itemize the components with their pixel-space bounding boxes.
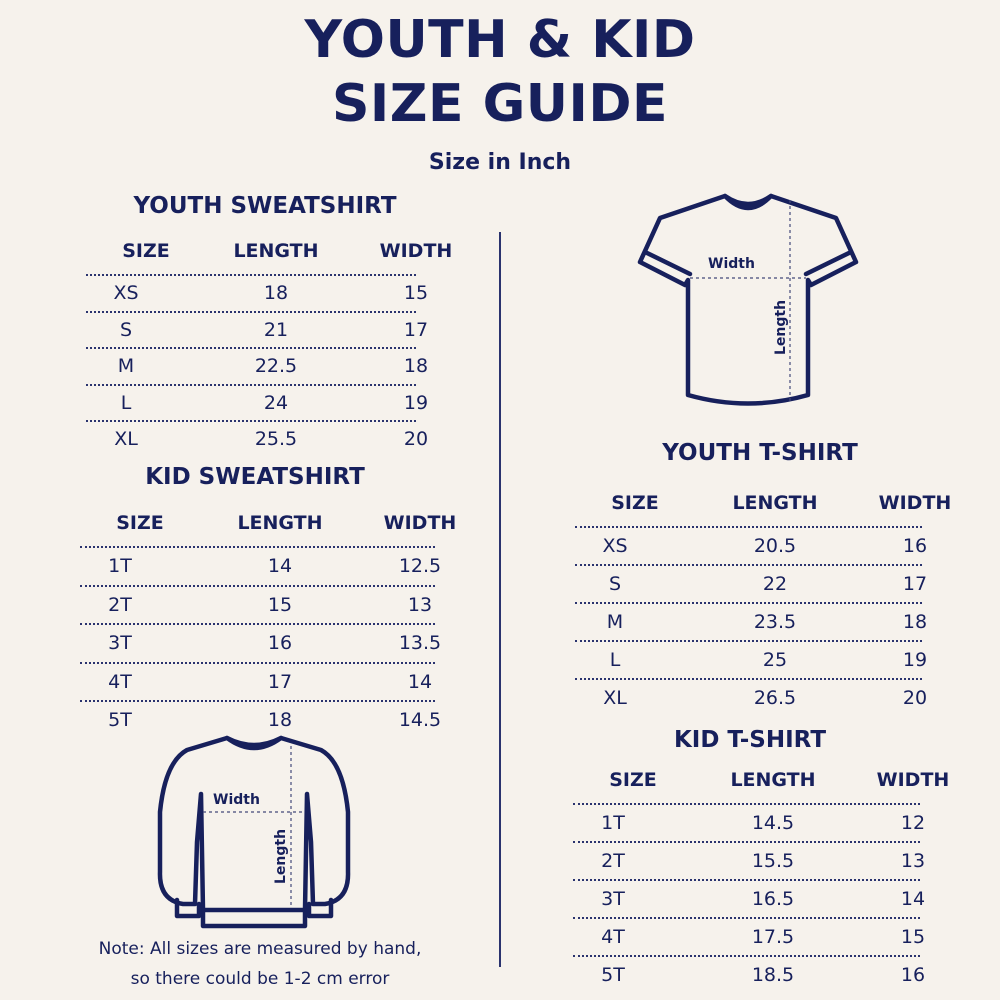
table-header	[575, 488, 952, 518]
cell-width: 15	[403, 282, 429, 305]
header-width: WIDTH	[878, 492, 952, 514]
cell-length: 26.5	[753, 687, 797, 709]
cell-length: 15	[267, 593, 293, 616]
header-length: LENGTH	[237, 512, 323, 534]
sweatshirt-length-label: Length	[273, 828, 289, 884]
cell-length: 18	[267, 709, 293, 732]
table-row	[573, 917, 926, 955]
tshirt-width-label: Width	[708, 256, 755, 272]
table-header	[86, 236, 453, 266]
kid-tshirt-title: KID T-SHIRT	[673, 727, 827, 753]
cell-size: 5T	[601, 964, 625, 986]
cell-width: 16	[900, 964, 926, 986]
table-row	[575, 640, 928, 678]
cell-size: M	[606, 611, 624, 633]
note-line-1: Note: All sizes are measured by hand,	[98, 939, 422, 959]
cell-size: L	[120, 391, 132, 414]
cell-size: M	[117, 355, 135, 378]
cell-length: 21	[263, 318, 289, 341]
cell-size: L	[609, 649, 621, 671]
header-length: LENGTH	[732, 492, 818, 514]
table-row	[575, 564, 928, 602]
cell-length: 14.5	[751, 812, 795, 834]
measurement-note	[60, 934, 460, 994]
sweatshirt-outline-icon	[155, 732, 355, 932]
cell-width: 20	[902, 687, 928, 709]
cell-width: 19	[403, 391, 429, 414]
table-row	[86, 420, 429, 457]
header-width: WIDTH	[379, 240, 453, 262]
header-size: SIZE	[611, 492, 659, 514]
table-row	[86, 274, 429, 311]
cell-length: 18	[263, 282, 289, 305]
tshirt-length-label: Length	[773, 299, 789, 355]
cell-width: 17	[403, 318, 429, 341]
cell-length: 16.5	[751, 888, 795, 910]
youth-tshirt-title: YOUTH T-SHIRT	[662, 440, 858, 466]
table-row	[573, 841, 926, 879]
cell-size: XL	[114, 428, 138, 451]
cell-length: 25	[762, 649, 788, 671]
cell-length: 20.5	[753, 535, 797, 557]
cell-size: 3T	[108, 632, 132, 655]
sweatshirt-width-label: Width	[213, 792, 260, 808]
cell-size: 1T	[108, 555, 132, 578]
table-header	[573, 765, 950, 795]
cell-width: 18	[902, 611, 928, 633]
youth-sweatshirt-table	[86, 236, 453, 457]
cell-width: 14	[407, 670, 433, 693]
cell-width: 14	[900, 888, 926, 910]
header-length: LENGTH	[233, 240, 319, 262]
column-divider	[499, 232, 501, 967]
kid-sweatshirt-table	[80, 508, 457, 739]
cell-width: 13	[407, 593, 433, 616]
cell-length: 15.5	[751, 850, 795, 872]
table-row	[80, 585, 435, 624]
cell-width: 15	[900, 926, 926, 948]
cell-length: 22.5	[254, 355, 298, 378]
cell-size: S	[608, 573, 622, 595]
cell-length: 16	[267, 632, 293, 655]
cell-length: 24	[263, 391, 289, 414]
cell-width: 13	[900, 850, 926, 872]
subtitle: Size in Inch	[428, 150, 572, 175]
cell-size: 5T	[108, 709, 132, 732]
youth-tshirt-table	[575, 488, 952, 716]
cell-size: 1T	[601, 812, 625, 834]
cell-length: 14	[267, 555, 293, 578]
cell-size: XS	[113, 282, 139, 305]
cell-size: 4T	[108, 670, 132, 693]
cell-size: 4T	[601, 926, 625, 948]
cell-width: 13.5	[398, 632, 442, 655]
cell-length: 17.5	[751, 926, 795, 948]
cell-width: 18	[403, 355, 429, 378]
cell-size: S	[119, 318, 133, 341]
table-row	[80, 662, 435, 701]
table-row	[86, 311, 429, 348]
table-row	[80, 623, 442, 662]
youth-sweatshirt-title: YOUTH SWEATSHIRT	[133, 193, 397, 219]
cell-length: 25.5	[254, 428, 298, 451]
table-row	[573, 803, 926, 841]
kid-tshirt-table	[573, 765, 950, 993]
cell-width: 12.5	[398, 555, 442, 578]
table-row	[86, 347, 429, 384]
cell-size: 2T	[601, 850, 625, 872]
cell-size: 3T	[601, 888, 625, 910]
table-row	[86, 384, 429, 421]
table-row	[575, 678, 928, 716]
header-length: LENGTH	[730, 769, 816, 791]
tshirt-outline-icon	[630, 190, 870, 412]
cell-width: 19	[902, 649, 928, 671]
header-width: WIDTH	[383, 512, 457, 534]
cell-size: XL	[603, 687, 627, 709]
title-line-1: YOUTH & KID	[304, 10, 696, 70]
table-header	[80, 508, 457, 538]
header-size: SIZE	[116, 512, 164, 534]
kid-sweatshirt-title: KID SWEATSHIRT	[145, 464, 365, 490]
cell-width: 16	[902, 535, 928, 557]
cell-length: 23.5	[753, 611, 797, 633]
table-row	[573, 955, 926, 993]
cell-width: 20	[403, 428, 429, 451]
cell-length: 17	[267, 670, 293, 693]
cell-length: 18.5	[751, 964, 795, 986]
title-line-2: SIZE GUIDE	[331, 74, 669, 134]
header-width: WIDTH	[876, 769, 950, 791]
cell-length: 22	[762, 573, 788, 595]
table-row	[573, 879, 926, 917]
cell-size: 2T	[108, 593, 132, 616]
note-line-2: so there could be 1-2 cm error	[130, 969, 390, 989]
header-size: SIZE	[609, 769, 657, 791]
cell-size: XS	[602, 535, 628, 557]
cell-width: 14.5	[398, 709, 442, 732]
table-row	[575, 526, 928, 564]
cell-width: 17	[902, 573, 928, 595]
table-row	[575, 602, 928, 640]
header-size: SIZE	[122, 240, 170, 262]
table-row	[80, 546, 442, 585]
cell-width: 12	[900, 812, 926, 834]
